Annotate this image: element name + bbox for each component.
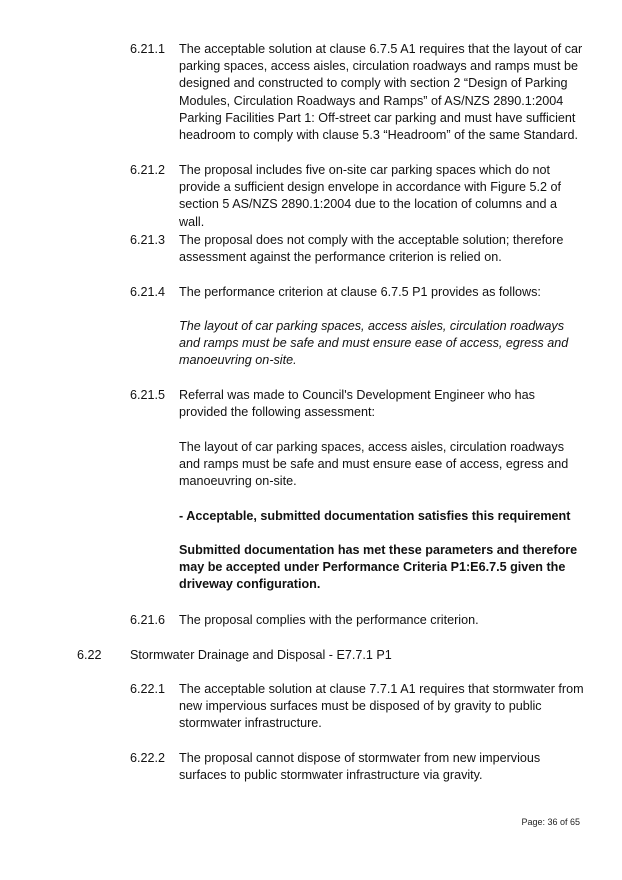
clause-text: The proposal includes five on-site car parking spaces which do not provide a sufficient design envelope in accordance with Figure 5.2 of section 5 AS/NZS 2890.1:2004 due to the location of columns and a wall. — [179, 163, 562, 229]
clause-number: 6.21.5 — [130, 388, 166, 402]
clause-number: 6.21.6 — [130, 613, 166, 627]
clause-text: The proposal complies with the performance criterion. — [179, 613, 479, 627]
clause-number: 6.22.2 — [130, 751, 166, 765]
clause-text: The performance criterion at clause 6.7.5 P1 provides as follows: — [179, 285, 541, 299]
clause-text: The acceptable solution at clause 6.7.5 A1 requires that the layout of car parking spaces, access aisles, circulation roadways and ramps must be designed and constructed to comply with section 2 “Design of Parking Modules, Circulation Roadways and Ramps” of AS/NZS 2890.1:2004 Parking Facilities Part 1: Off-street car parking and must have sufficient headroom to comply with clause 5.3 “Headroom” of the same Standard. — [179, 42, 583, 143]
assessment-conclusion: Submitted documentation has met these parameters and therefore may be accepted under Performance Criteria P1:E6.7.5 given the driveway configuration. — [179, 543, 578, 592]
clause-number: 6.21.3 — [130, 233, 166, 247]
assessment-result: - Acceptable, submitted documentation satisfies this requirement — [179, 509, 571, 523]
section-number: 6.22 — [77, 648, 102, 662]
clause-number: 6.21.1 — [130, 42, 166, 56]
engineer-assessment-quote: The layout of car parking spaces, access aisles, circulation roadways and ramps must be safe and must ensure ease of access, egress and manoeuvring on-site. — [179, 440, 569, 489]
clause-text: The proposal cannot dispose of stormwater from new impervious surfaces to public stormwater infrastructure via gravity. — [179, 751, 541, 783]
quoted-criterion: The layout of car parking spaces, access aisles, circulation roadways and ramps must be safe and must ensure ease of access, egress and manoeuvring on-site. — [179, 319, 569, 368]
clause-number: 6.21.4 — [130, 285, 166, 299]
clause-number: 6.21.2 — [130, 163, 166, 177]
clause-text: Referral was made to Council's Development Engineer who has provided the following assessment: — [179, 388, 535, 420]
section-title: Stormwater Drainage and Disposal - E7.7.1 P1 — [130, 648, 392, 662]
clause-number: 6.22.1 — [130, 682, 166, 696]
page-footer: Page: 36 of 65 — [521, 817, 580, 827]
clause-text: The proposal does not comply with the acceptable solution; therefore assessment against the performance criterion is relied on. — [179, 233, 564, 265]
clause-text: The acceptable solution at clause 7.7.1 A1 requires that stormwater from new impervious surfaces must be disposed of by gravity to public stormwater infrastructure. — [179, 682, 584, 731]
